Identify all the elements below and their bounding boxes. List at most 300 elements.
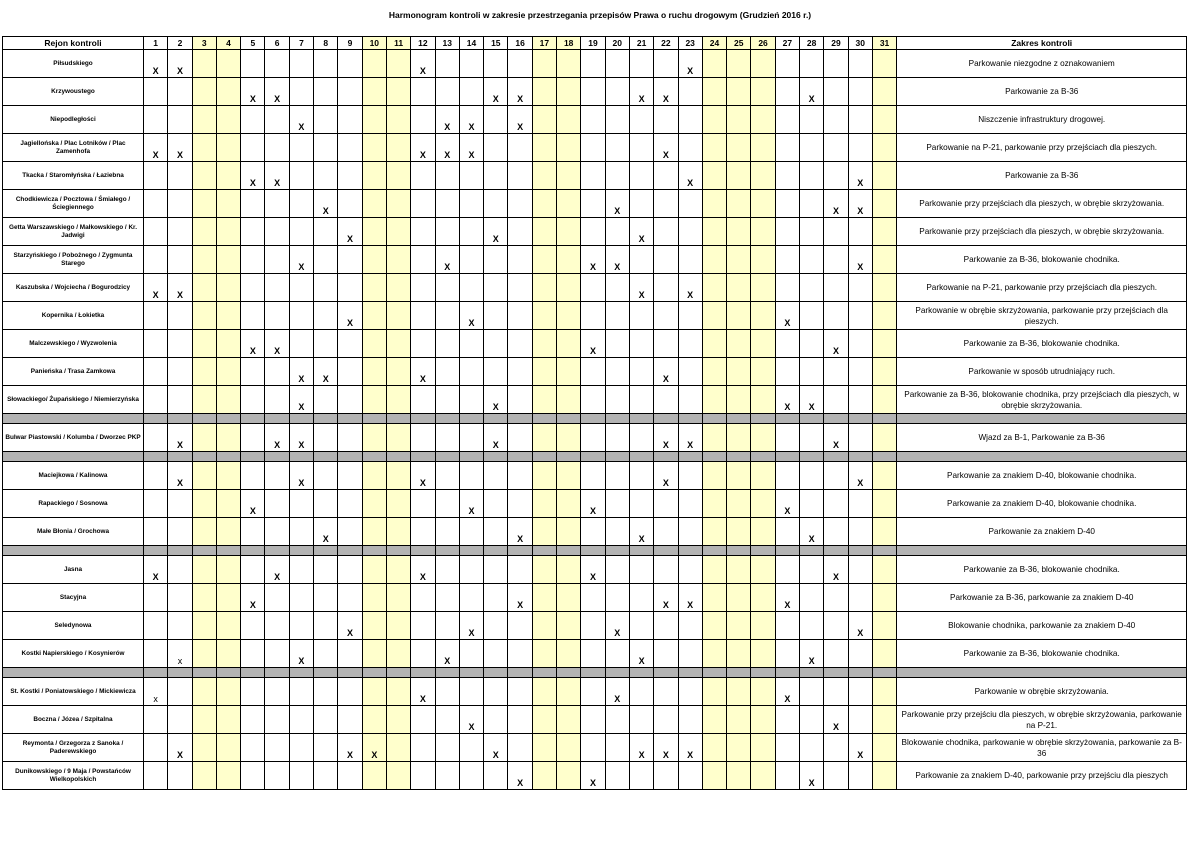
separator-cell (168, 668, 192, 678)
separator-row (3, 546, 1187, 556)
day-cell (314, 762, 338, 790)
day-cell (459, 734, 483, 762)
day-cell (192, 218, 216, 246)
day-cell (265, 246, 289, 274)
control-mark: X (241, 584, 265, 612)
day-cell (654, 706, 678, 734)
region-name: Kostki Napierskiego / Kosynierów (3, 640, 144, 668)
day-cell (702, 162, 726, 190)
day-cell (824, 50, 848, 78)
day-cell (192, 246, 216, 274)
day-cell (484, 518, 508, 546)
day-cell (289, 50, 313, 78)
day-cell (241, 612, 265, 640)
separator-cell (678, 546, 702, 556)
day-cell (144, 218, 168, 246)
day-cell (557, 190, 581, 218)
day-cell (800, 462, 824, 490)
day-cell (751, 246, 775, 274)
day-cell (702, 462, 726, 490)
day-cell (581, 424, 605, 452)
day-cell (265, 190, 289, 218)
day-cell (168, 358, 192, 386)
day-header: 15 (484, 37, 508, 50)
day-cell (727, 490, 751, 518)
day-cell (192, 162, 216, 190)
separator-cell (484, 668, 508, 678)
day-cell (386, 424, 410, 452)
control-mark: X (484, 78, 508, 106)
scope-text: Parkowanie w obrębie skrzyżowania. (897, 678, 1187, 706)
control-mark: X (241, 330, 265, 358)
control-mark: X (265, 556, 289, 584)
day-cell (751, 706, 775, 734)
day-cell (338, 78, 362, 106)
separator-cell (362, 668, 386, 678)
day-cell (386, 78, 410, 106)
day-cell (800, 424, 824, 452)
day-cell (848, 678, 872, 706)
day-cell (824, 106, 848, 134)
day-cell (265, 358, 289, 386)
day-header: 18 (557, 37, 581, 50)
day-cell (435, 274, 459, 302)
day-cell (775, 78, 799, 106)
control-mark: X (654, 584, 678, 612)
separator-cell (241, 452, 265, 462)
table-row (3, 386, 1187, 414)
control-mark: X (581, 246, 605, 274)
day-cell (581, 302, 605, 330)
day-cell (168, 612, 192, 640)
day-cell (459, 218, 483, 246)
day-cell (800, 50, 824, 78)
day-cell (411, 106, 435, 134)
day-cell (727, 462, 751, 490)
day-cell (605, 556, 629, 584)
day-cell (775, 640, 799, 668)
day-cell (508, 556, 532, 584)
day-cell (872, 162, 896, 190)
day-cell (265, 518, 289, 546)
control-mark: X (411, 358, 435, 386)
day-header: 5 (241, 37, 265, 50)
day-cell (338, 386, 362, 414)
day-cell (435, 190, 459, 218)
separator-cell (144, 668, 168, 678)
scope-text: Parkowanie za znakiem D-40, parkowanie przy przejściu dla pieszych (897, 762, 1187, 790)
day-cell (824, 162, 848, 190)
day-cell (751, 134, 775, 162)
control-mark: X (241, 78, 265, 106)
control-mark: X (144, 274, 168, 302)
table-row (3, 584, 1187, 612)
separator-row (3, 452, 1187, 462)
separator-cell (386, 452, 410, 462)
day-cell (872, 640, 896, 668)
separator-cell (435, 546, 459, 556)
table-row (3, 274, 1187, 302)
day-cell (314, 490, 338, 518)
day-cell (581, 678, 605, 706)
region-name: Kopernika / Łokietka (3, 302, 144, 330)
day-cell (678, 386, 702, 414)
day-cell (629, 490, 653, 518)
control-mark: X (338, 612, 362, 640)
day-cell (775, 246, 799, 274)
day-cell (216, 462, 240, 490)
day-cell (508, 274, 532, 302)
day-cell (848, 518, 872, 546)
day-cell (532, 358, 556, 386)
control-mark: X (775, 302, 799, 330)
scope-text: Parkowanie za B-36, blokowanie chodnika. (897, 330, 1187, 358)
separator-cell (654, 452, 678, 462)
day-cell (289, 734, 313, 762)
day-cell (459, 330, 483, 358)
day-cell (508, 218, 532, 246)
control-mark: X (168, 50, 192, 78)
region-name: Dunikowskiego / 9 Maja / Powstańców Wielkopolskich (3, 762, 144, 790)
day-header: 30 (848, 37, 872, 50)
separator-cell (508, 546, 532, 556)
day-cell (386, 762, 410, 790)
day-cell (144, 518, 168, 546)
day-cell (386, 490, 410, 518)
separator-cell (411, 414, 435, 424)
day-cell (314, 640, 338, 668)
day-cell (800, 612, 824, 640)
day-cell (338, 246, 362, 274)
day-cell (484, 762, 508, 790)
day-cell (678, 358, 702, 386)
control-mark: X (800, 518, 824, 546)
day-cell (629, 556, 653, 584)
separator-cell (216, 546, 240, 556)
day-cell (484, 302, 508, 330)
table-row (3, 218, 1187, 246)
day-cell (241, 386, 265, 414)
day-header: 14 (459, 37, 483, 50)
day-cell (532, 134, 556, 162)
day-cell (557, 218, 581, 246)
day-header: 25 (727, 37, 751, 50)
scope-text: Parkowanie na P-21, parkowanie przy przejściach dla pieszych. (897, 134, 1187, 162)
day-cell (800, 162, 824, 190)
day-cell (168, 584, 192, 612)
day-cell (824, 584, 848, 612)
scope-text: Parkowanie przy przejściach dla pieszych, w obrębie skrzyżowania. (897, 218, 1187, 246)
control-mark: X (824, 424, 848, 452)
day-cell (168, 162, 192, 190)
day-cell (775, 424, 799, 452)
day-cell (557, 640, 581, 668)
day-cell (435, 584, 459, 612)
table-row (3, 134, 1187, 162)
table-row (3, 50, 1187, 78)
separator-cell (605, 414, 629, 424)
day-cell (411, 734, 435, 762)
day-cell (727, 78, 751, 106)
day-cell (557, 734, 581, 762)
day-cell (605, 330, 629, 358)
control-mark: X (435, 106, 459, 134)
table-row (3, 162, 1187, 190)
separator-cell (581, 452, 605, 462)
separator-cell (727, 414, 751, 424)
table-row (3, 678, 1187, 706)
day-cell (338, 106, 362, 134)
scope-text: Parkowanie na P-21, parkowanie przy przejściach dla pieszych. (897, 274, 1187, 302)
scope-text: Blokowanie chodnika, parkowanie za znakiem D-40 (897, 612, 1187, 640)
day-cell (800, 734, 824, 762)
day-cell (702, 556, 726, 584)
region-name: Słowackiego/ Żupańskiego / Niemierzyńska (3, 386, 144, 414)
day-cell (386, 584, 410, 612)
day-cell (605, 218, 629, 246)
day-cell (678, 640, 702, 668)
day-cell (386, 640, 410, 668)
day-cell (362, 358, 386, 386)
day-cell (775, 518, 799, 546)
day-cell (824, 358, 848, 386)
day-header: 31 (872, 37, 896, 50)
day-cell (289, 162, 313, 190)
day-cell (362, 162, 386, 190)
day-cell (581, 190, 605, 218)
day-cell (557, 330, 581, 358)
day-cell (532, 106, 556, 134)
day-cell (702, 50, 726, 78)
day-cell (216, 134, 240, 162)
day-cell (314, 584, 338, 612)
region-name: Bulwar Piastowski / Kolumba / Dworzec PKP (3, 424, 144, 452)
scope-text: Parkowanie w obrębie skrzyżowania, parkowanie przy przejściach dla pieszych. (897, 302, 1187, 330)
day-cell (508, 678, 532, 706)
separator-cell (265, 546, 289, 556)
control-mark: X (435, 640, 459, 668)
day-cell (532, 556, 556, 584)
day-cell (678, 762, 702, 790)
day-cell (435, 490, 459, 518)
day-cell (702, 424, 726, 452)
control-mark: X (289, 640, 313, 668)
day-cell (775, 134, 799, 162)
control-mark: X (144, 50, 168, 78)
separator-cell (775, 414, 799, 424)
separator-cell (241, 546, 265, 556)
day-cell (751, 162, 775, 190)
separator-cell (314, 452, 338, 462)
day-cell (702, 762, 726, 790)
separator-cell (265, 668, 289, 678)
day-cell (872, 302, 896, 330)
day-cell (241, 50, 265, 78)
day-cell (386, 218, 410, 246)
day-cell (289, 762, 313, 790)
day-cell (872, 490, 896, 518)
control-mark: X (289, 246, 313, 274)
day-cell (144, 706, 168, 734)
day-cell (411, 386, 435, 414)
day-cell (800, 134, 824, 162)
day-cell (168, 190, 192, 218)
day-cell (678, 190, 702, 218)
separator-cell (654, 668, 678, 678)
day-cell (216, 734, 240, 762)
separator-cell (872, 414, 896, 424)
day-cell (216, 218, 240, 246)
day-cell (216, 50, 240, 78)
day-cell (654, 106, 678, 134)
day-cell (192, 50, 216, 78)
day-cell (581, 734, 605, 762)
separator-cell (897, 668, 1187, 678)
day-cell (702, 706, 726, 734)
day-cell (362, 218, 386, 246)
day-cell (289, 518, 313, 546)
day-cell (192, 302, 216, 330)
day-cell (168, 678, 192, 706)
scope-text: Wjazd za B-1, Parkowanie za B-36 (897, 424, 1187, 452)
separator-cell (265, 414, 289, 424)
separator-cell (581, 414, 605, 424)
day-cell (800, 106, 824, 134)
day-cell (775, 162, 799, 190)
control-mark: X (508, 584, 532, 612)
day-cell (484, 134, 508, 162)
day-cell (265, 386, 289, 414)
day-cell (557, 762, 581, 790)
day-cell (800, 330, 824, 358)
day-cell (727, 734, 751, 762)
day-cell (168, 106, 192, 134)
separator-cell (800, 452, 824, 462)
control-mark: X (775, 584, 799, 612)
day-cell (702, 518, 726, 546)
control-mark: X (265, 424, 289, 452)
day-cell (144, 330, 168, 358)
control-mark: X (484, 734, 508, 762)
day-cell (557, 246, 581, 274)
region-name: Malczewskiego / Wyzwolenia (3, 330, 144, 358)
day-cell (702, 330, 726, 358)
region-name: Chodkiewicza / Pocztowa / Śmiałego / Ściegiennego (3, 190, 144, 218)
schedule-table (2, 36, 1187, 790)
day-cell (435, 302, 459, 330)
day-cell (435, 330, 459, 358)
day-header: 7 (289, 37, 313, 50)
separator-cell (484, 414, 508, 424)
separator-cell (775, 668, 799, 678)
day-cell (702, 612, 726, 640)
table-row (3, 358, 1187, 386)
separator-cell (411, 452, 435, 462)
control-mark: X (435, 134, 459, 162)
separator-cell (386, 546, 410, 556)
day-cell (435, 218, 459, 246)
day-cell (775, 734, 799, 762)
day-cell (362, 518, 386, 546)
day-cell (386, 106, 410, 134)
control-mark: X (144, 556, 168, 584)
day-cell (435, 78, 459, 106)
day-cell (557, 678, 581, 706)
day-cell (411, 490, 435, 518)
day-cell (411, 218, 435, 246)
day-cell (216, 162, 240, 190)
day-cell (800, 246, 824, 274)
separator-cell (192, 452, 216, 462)
day-cell (241, 302, 265, 330)
control-mark: X (800, 762, 824, 790)
day-cell (168, 78, 192, 106)
day-cell (727, 386, 751, 414)
day-cell (508, 50, 532, 78)
day-cell (216, 246, 240, 274)
day-cell (484, 640, 508, 668)
day-cell (265, 50, 289, 78)
day-cell (605, 762, 629, 790)
day-cell (605, 386, 629, 414)
day-cell (435, 424, 459, 452)
control-mark: X (508, 106, 532, 134)
separator-cell (557, 546, 581, 556)
day-header: 16 (508, 37, 532, 50)
day-cell (727, 246, 751, 274)
day-cell (800, 302, 824, 330)
day-cell (459, 640, 483, 668)
day-cell (751, 218, 775, 246)
day-cell (872, 330, 896, 358)
day-cell (362, 78, 386, 106)
day-cell (144, 190, 168, 218)
day-cell (508, 386, 532, 414)
day-cell (484, 584, 508, 612)
day-cell (824, 274, 848, 302)
separator-cell (897, 546, 1187, 556)
day-cell (775, 274, 799, 302)
control-mark: X (314, 358, 338, 386)
day-cell (386, 556, 410, 584)
control-mark: X (775, 678, 799, 706)
day-cell (362, 246, 386, 274)
day-cell (241, 556, 265, 584)
day-cell (144, 302, 168, 330)
day-cell (192, 424, 216, 452)
separator-cell (800, 414, 824, 424)
day-cell (338, 330, 362, 358)
region-name: Starzyńskiego / Pobożnego / Zygmunta Starego (3, 246, 144, 274)
day-cell (532, 274, 556, 302)
scope-text: Parkowanie za B-36, blokowanie chodnika, przy przejściach dla pieszych, w obrębie skrzyżowania. (897, 386, 1187, 414)
control-mark: X (678, 274, 702, 302)
day-cell (192, 190, 216, 218)
separator-cell (168, 414, 192, 424)
day-cell (581, 612, 605, 640)
day-cell (338, 678, 362, 706)
day-cell (338, 274, 362, 302)
day-cell (144, 612, 168, 640)
day-cell (848, 78, 872, 106)
day-cell (289, 190, 313, 218)
day-cell (751, 640, 775, 668)
day-cell (727, 706, 751, 734)
day-cell (459, 274, 483, 302)
day-cell (362, 106, 386, 134)
control-mark: X (265, 330, 289, 358)
separator-cell (216, 414, 240, 424)
